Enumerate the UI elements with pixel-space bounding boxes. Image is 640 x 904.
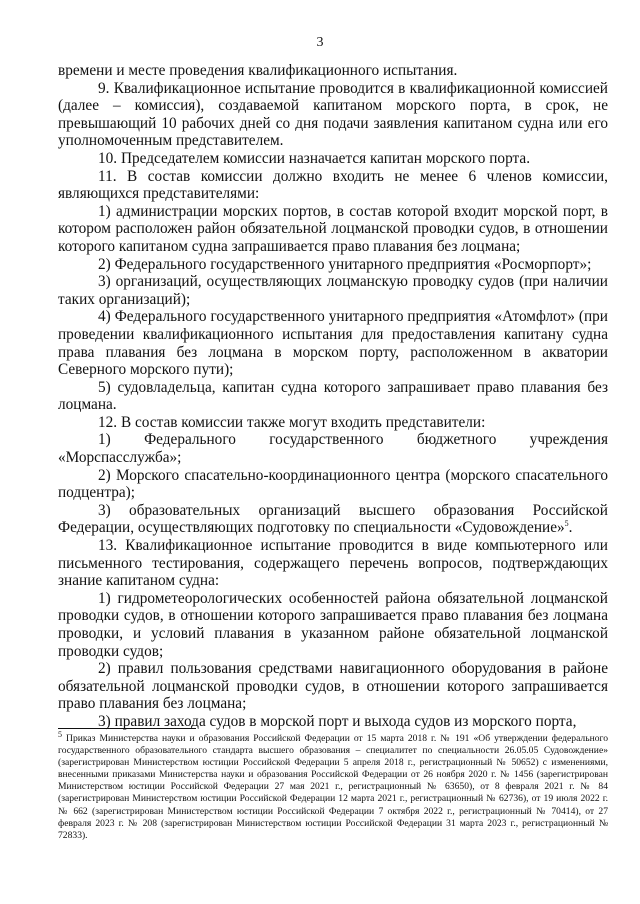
paragraph: 4) Федерального государственного унитарного предприятия «Атомфлот» (при проведении квалификационного испытания для предоставления капитану судна права плавания без лоцмана в морском порту, расположенном в акватории Северного морского пути); — [58, 308, 608, 379]
paragraph: 13. Квалификационное испытание проводится в виде компьютерного или письменного тестирования, содержащего перечень вопросов, подтверждающих знание капитаном судна: — [58, 537, 608, 590]
paragraph: 2) Морского спасательно-координационного центра (морского спасательного подцентра); — [58, 466, 608, 502]
page-number: 3 — [316, 35, 324, 50]
paragraph: 1) гидрометеорологических особенностей района обязательной лоцманской проводки судов, в отношении которого запрашивается право плавания без лоцмана проводки, и условий плавания в указанном районе обязательной лоцманской проводки судов; — [58, 589, 608, 660]
document-body — [58, 62, 608, 731]
paragraph: 1) Федерального государственного бюджетного учреждения «Морспасслужба»; — [58, 431, 608, 467]
paragraph-text: 3) образовательных организаций высшего образования Российской Федерации, осуществляющих подготовку по специальности «Судовождение» — [58, 501, 608, 537]
paragraph: 2) правил пользования средствами навигационного оборудования в районе обязательной лоцманской проводки судов, в отношении которого запрашивается право плавания без лоцмана; — [58, 660, 608, 713]
paragraph: 11. В состав комиссии должно входить не менее 6 членов комиссии, являющихся представителями: — [58, 167, 608, 203]
footnote-separator — [58, 728, 196, 729]
paragraph: 12. В состав комиссии также могут входить представители: — [98, 413, 486, 431]
footnote-reference: 5 — [564, 519, 569, 529]
footnote-text: Приказ Министерства науки и образования Российской Федерации от 15 марта 2018 г. № 191 «Об утверждении федерального государственного образовательного стандарта высшего образования – специалитет по специальности 26.05.05 Судовождение» (зарегистрирован Министерством юстиции Российской Федерации 5 апреля 2018 г., регистрационный № 50652) с изменениями, внесенными приказами Министерства науки и образования Российской Федерации от 26 ноября 2020 г. № 1456 (зарегистрирован Министерством юстиции Российской Федерации 27 мая 2021 г., регистрационный № 63650), от 8 февраля 2021 г. № 84 (зарегистрирован Министерством юстиции Российской Федерации 12 марта 2021 г., регистрационный № 62736), от 19 июля 2022 г. № 662 (зарегистрирован Министерством юстиции Российской Федерации 7 октября 2022 г., регистрационный № 70414), от 27 февраля 2023 г. № 208 (зарегистрирован Министерством юстиции Российской Федерации 31 марта 2023 г., регистрационный № 72833). — [58, 733, 608, 841]
paragraph: 9. Квалификационное испытание проводится в квалификационной комиссией (далее – комиссия), создаваемой капитаном морского порта, в срок, не превышающий 10 рабочих дней со дня подачи заявления капитаном судна или его уполномоченным представителем. — [58, 79, 608, 150]
paragraph: времени и месте проведения квалификационного испытания. — [58, 62, 458, 79]
paragraph: 3) организаций, осуществляющих лоцманскую проводку судов (при наличии таких организаций); — [58, 273, 608, 308]
paragraph: 5) судовладельца, капитан судна которого запрашивает право плавания без лоцмана. — [58, 378, 608, 414]
paragraph: 1) администрации морских портов, в состав которой входит морской порт, в котором расположен район обязательной лоцманской проводки судов, в отношении которого капитаном судна запрашивается право плавания без лоцмана; — [58, 202, 608, 255]
paragraph: 10. Председателем комиссии назначается капитан морского порта. — [98, 149, 531, 167]
paragraph: 3) правил захода судов в морской порт и выхода судов из морского порта, — [98, 712, 577, 730]
footnote-marker: 5 — [58, 729, 62, 739]
paragraph: 2) Федерального государственного унитарного предприятия «Росморпорт»; — [98, 255, 592, 273]
paragraph-with-footnote: 3) образовательных организаций высшего образования Российской Федерации, осуществляющих подготовку по специальности «Судовождение»$^5$. — [58, 501, 608, 537]
footnote — [58, 729, 608, 842]
